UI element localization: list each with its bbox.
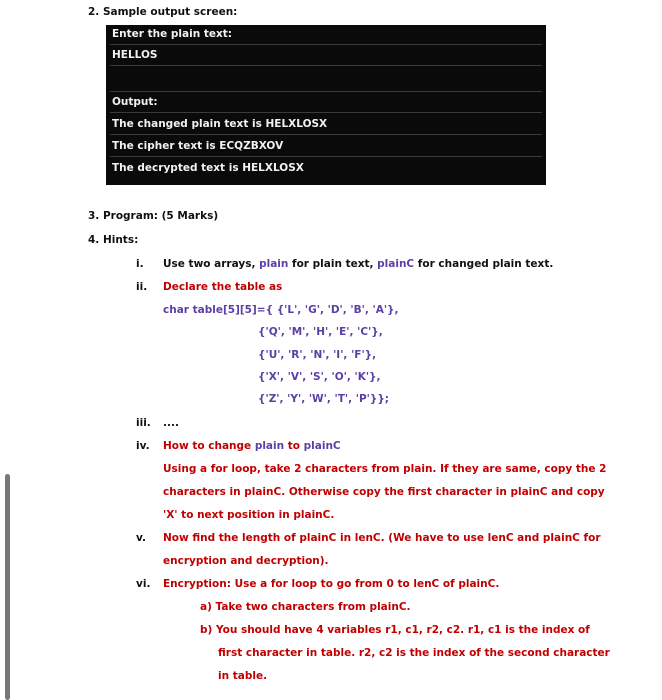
console-row bbox=[110, 93, 542, 113]
hint-vi-sub-a: a) Take two characters from plainC. bbox=[200, 601, 411, 613]
hint-vi-sub-b: first character in table. r2, c2 is the index of the second character bbox=[218, 647, 610, 659]
hint-iv-part: How to change bbox=[163, 440, 255, 452]
hint-number: iv. bbox=[136, 440, 150, 452]
hint-number: vi. bbox=[136, 578, 151, 590]
hint-vi-sub-b: in table. bbox=[218, 670, 268, 682]
table-declaration-line: {'X', 'V', 'S', 'O', 'K'}, bbox=[258, 371, 381, 383]
code-word: plain bbox=[254, 440, 285, 452]
console-line-cipher: The cipher text is ECQZBXOV bbox=[112, 140, 284, 152]
section-2-heading: 2. Sample output screen: bbox=[88, 6, 238, 18]
console-row bbox=[110, 137, 542, 157]
hint-i-part: for changed plain text. bbox=[414, 258, 554, 270]
hint-iv-line: characters in plainC. Otherwise copy the first character in plainC and copy bbox=[163, 486, 605, 498]
console-input: HELLOS bbox=[112, 49, 158, 61]
console-row bbox=[110, 115, 542, 135]
console-line-changed: The changed plain text is HELXLOSX bbox=[112, 118, 328, 130]
table-declaration-line: char table[5][5]={ {'L', 'G', 'D', 'B', 'A'}, bbox=[163, 304, 399, 316]
hint-vi-line: Encryption: Use a for loop to go from 0 to lenC of plainC. bbox=[163, 578, 500, 590]
console-output-screen bbox=[106, 25, 546, 185]
scrollbar[interactable] bbox=[5, 474, 10, 700]
console-line-decrypted: The decrypted text is HELXLOSX bbox=[112, 162, 304, 174]
hint-iv-line: Using a for loop, take 2 characters from plain. If they are same, copy the 2 bbox=[163, 463, 607, 475]
hint-v-line: Now find the length of plainC in lenC. (We have to use lenC and plainC for bbox=[163, 532, 601, 544]
console-row bbox=[110, 46, 542, 66]
table-declaration-line: {'Z', 'Y', 'W', 'T', 'P'}}; bbox=[258, 393, 390, 405]
hint-i-part: Use two arrays, bbox=[163, 258, 260, 270]
hint-number: i. bbox=[136, 258, 144, 270]
code-word: plainC bbox=[303, 440, 341, 452]
hint-i-part: for plain text, bbox=[288, 258, 378, 270]
table-declaration-line: {'U', 'R', 'N', 'I', 'F'}, bbox=[258, 349, 377, 361]
console-prompt: Enter the plain text: bbox=[112, 28, 232, 40]
console-row bbox=[110, 25, 542, 45]
hint-iv-title bbox=[163, 440, 341, 452]
hint-i-text bbox=[163, 258, 553, 270]
console-row bbox=[110, 67, 542, 92]
hint-ii-text: Declare the table as bbox=[163, 281, 283, 293]
console-row bbox=[110, 159, 542, 178]
hint-vi-sub-b: b) You should have 4 variables r1, c1, r2, c2. r1, c1 is the index of bbox=[200, 624, 590, 636]
section-3-heading: 3. Program: (5 Marks) bbox=[88, 210, 219, 222]
section-4-heading: 4. Hints: bbox=[88, 234, 139, 246]
hint-iii-text: .... bbox=[163, 417, 179, 429]
hint-number: v. bbox=[136, 532, 146, 544]
console-output-label: Output: bbox=[112, 96, 158, 108]
hint-iv-line: 'X' to next position in plainC. bbox=[163, 509, 335, 521]
code-word: plainC bbox=[377, 258, 415, 270]
hint-v-line: encryption and decryption). bbox=[163, 555, 329, 567]
hint-number: iii. bbox=[136, 417, 151, 429]
hint-iv-part: to bbox=[284, 440, 304, 452]
table-declaration-line: {'Q', 'M', 'H', 'E', 'C'}, bbox=[258, 326, 383, 338]
code-word: plain bbox=[259, 258, 289, 270]
hint-number: ii. bbox=[136, 281, 148, 293]
